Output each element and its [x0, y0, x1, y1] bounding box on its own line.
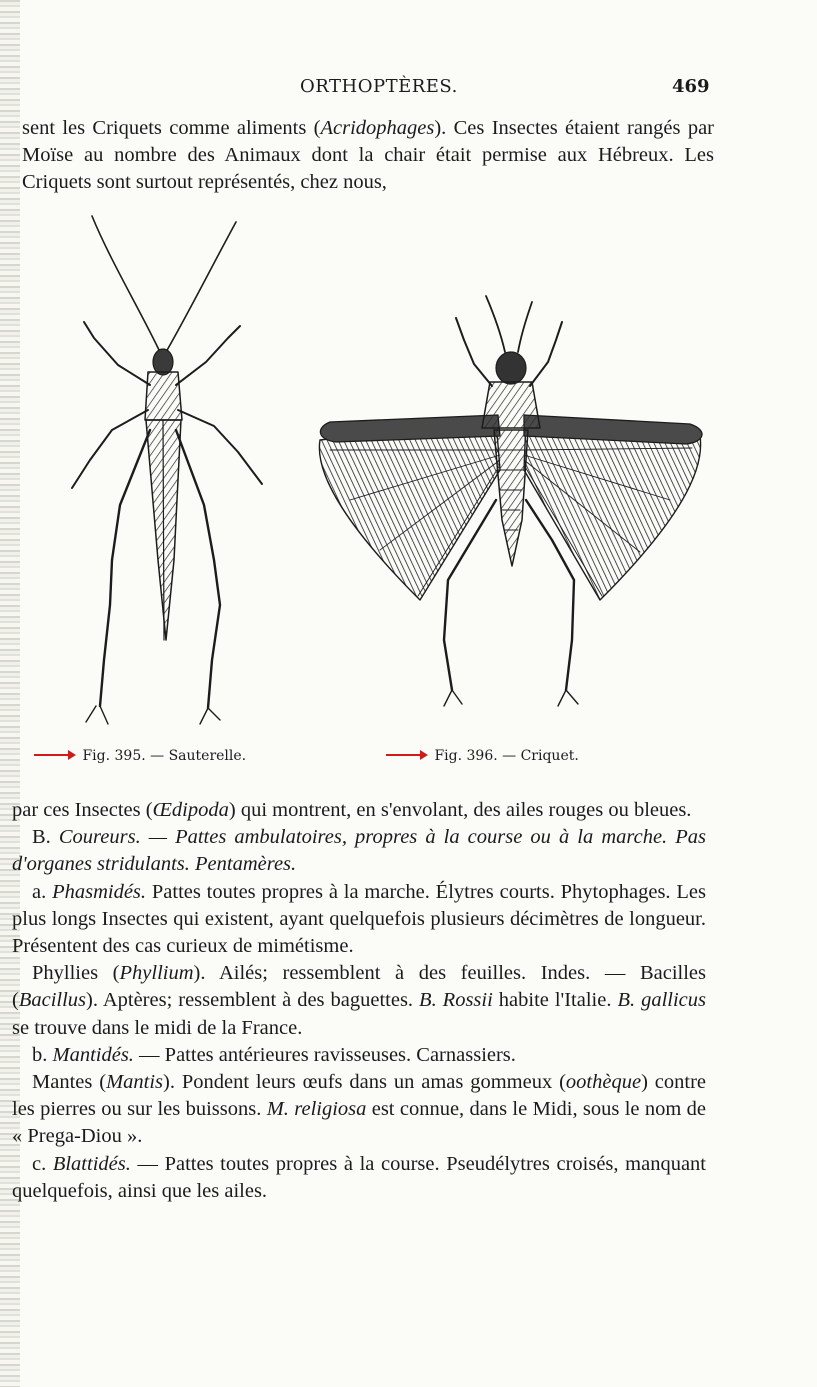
figure-number: Fig. 395. [82, 748, 146, 764]
top-paragraph [22, 115, 714, 197]
text-run-italic: Coureurs. — Pattes ambulatoires, propres à la course ou à la marche. Pas d'organes stridulants. Pentamères. [12, 826, 706, 876]
text-run: sent les Criquets comme aliments ( [22, 117, 321, 139]
text-run: — Pattes antérieures ravisseuses. Carnassiers. [133, 1043, 516, 1066]
arrow-icon [34, 754, 74, 756]
text-run-italic: Mantidés. [52, 1043, 134, 1066]
arrow-icon [386, 754, 426, 756]
text-run-italic: oothèque [565, 1071, 642, 1094]
figure-caption-395 [34, 748, 246, 764]
text-run: c. [32, 1152, 53, 1175]
text-run: ). Ces Insectes étaient rangés par Moïse au nombre des Animaux dont la chair était permise aux Hébreux. Les Criquets sont surtout représentés, chez nous, [22, 117, 714, 194]
text-run-italic: Œdipoda [152, 799, 229, 821]
page-number: 469 [672, 76, 710, 97]
text-run: est connue, dans le Midi, sous le nom de « Prega-Diou ». [12, 1098, 706, 1148]
text-run: Mantes ( [32, 1071, 107, 1094]
bottom-paragraphs [12, 797, 706, 1205]
criquet-drawing [319, 296, 702, 706]
text-run: Phyllies ( [32, 962, 120, 985]
text-run-italic: Phasmidés. [52, 880, 147, 903]
figure-caption-text: — Criquet. [502, 748, 579, 764]
figure-caption-text: — Sauterelle. [150, 748, 247, 764]
figures-illustration [0, 205, 817, 745]
text-run: — Pattes toutes propres à la course. Pseudélytres croisés, manquant quelquefois, ainsi que les ailes. [12, 1152, 706, 1202]
text-run-italic: Phyllium [119, 962, 194, 985]
sauterelle-drawing [72, 216, 262, 724]
text-run-italic: M. religiosa [266, 1098, 367, 1121]
text-run-italic: Mantis [106, 1071, 164, 1094]
text-run: ). Ailés; ressemblent à des feuilles. Indes. — Bacilles ( [12, 962, 706, 1012]
text-run-italic: B. Rossii [419, 989, 493, 1012]
text-run-italic: Acridophages [320, 117, 435, 139]
text-run: B. [32, 826, 59, 849]
text-run: a. [32, 880, 53, 903]
text-run: ). Pondent leurs œufs dans un amas gommeux ( [163, 1071, 566, 1094]
text-run: Pattes toutes propres à la marche. Élytres courts. Phytophages. Les plus longs Insectes qui existent, ayant quelquefois plusieurs décimètres de longueur. Présentent des cas curieux de mimétisme. [12, 880, 706, 958]
text-run-italic: Blattidés. [52, 1152, 131, 1175]
text-run: b. [32, 1043, 53, 1066]
text-run-italic: B. gallicus [617, 989, 706, 1012]
running-title: ORTHOPTÈRES. [300, 76, 458, 97]
text-run: ) qui montrent, en s'envolant, des ailes rouges ou bleues. [228, 799, 692, 821]
text-run: se trouve dans le midi de la France. [12, 1016, 303, 1039]
text-run: par ces Insectes ( [12, 799, 153, 821]
figure-caption-396 [386, 748, 579, 764]
figure-number: Fig. 396. [434, 748, 498, 764]
text-run-italic: Bacillus [18, 989, 87, 1012]
text-run: ). Aptères; ressemblent à des baguettes. [86, 989, 420, 1012]
text-run: ) contre les pierres ou sur les buissons. [12, 1071, 707, 1121]
running-header [0, 76, 817, 100]
text-run: habite l'Italie. [492, 989, 618, 1012]
